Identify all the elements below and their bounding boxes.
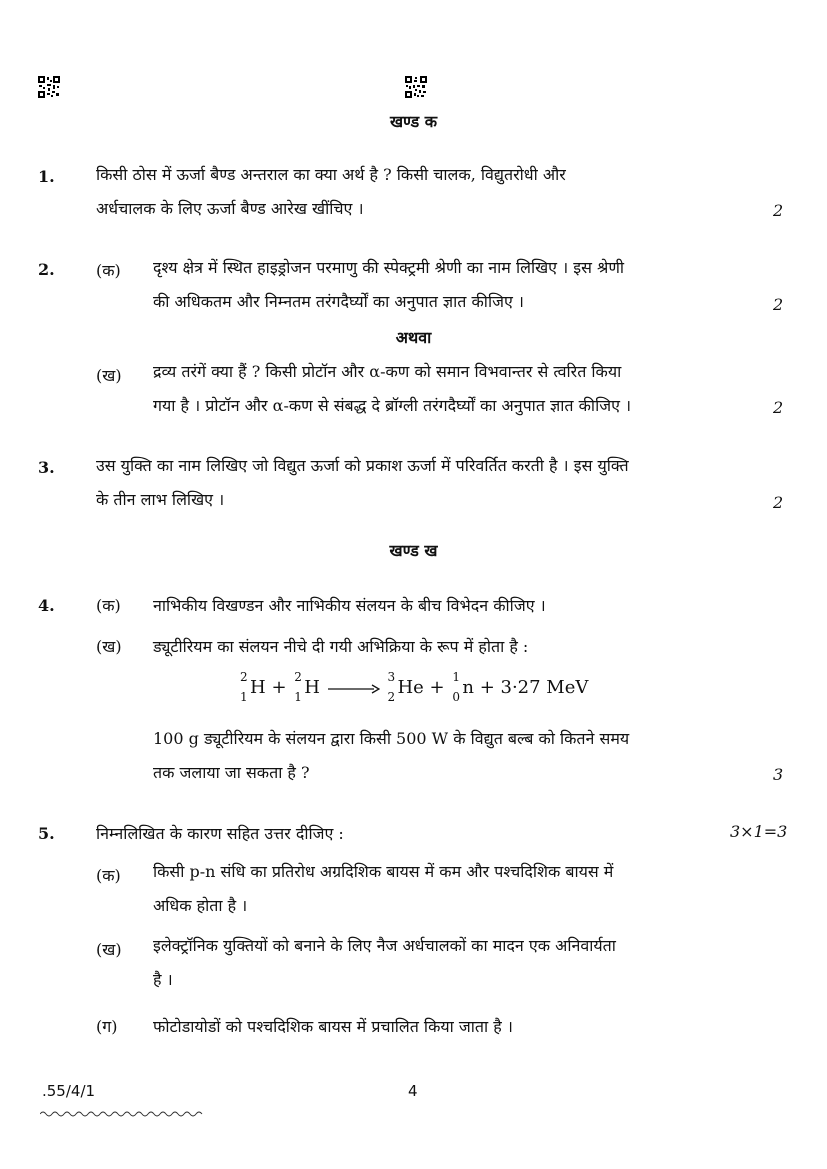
section-heading-a: खण्ड क bbox=[389, 112, 438, 131]
h1-atomic-number: 1 bbox=[240, 690, 248, 704]
question-4-marks: 3 bbox=[773, 765, 784, 784]
question-4a-text: नाभिकीय विखण्डन और नाभिकीय संलयन के बीच विभेदन कीजिए । bbox=[153, 596, 546, 615]
page-number: 4 bbox=[408, 1082, 418, 1100]
question-3-text bbox=[96, 449, 744, 517]
question-2b-label: (ख) bbox=[96, 366, 122, 385]
question-1-line-1: किसी ठोस में ऊर्जा बैण्ड अन्तराल का क्या अर्थ है ? किसी चालक, विद्युतरोधी और bbox=[96, 165, 566, 184]
or-heading: अथवा bbox=[395, 328, 432, 347]
question-5c-label: (ग) bbox=[96, 1017, 118, 1036]
equation-plus-2: + bbox=[429, 677, 445, 698]
question-1-line-2: अर्धचालक के लिए ऊर्जा बैण्ड आरेख खींचिए । bbox=[96, 199, 364, 218]
question-5b-text bbox=[153, 929, 744, 997]
question-3-line-1: उस युक्ति का नाम लिखिए जो विद्युत ऊर्जा को प्रकाश ऊर्जा में परिवर्तित करती है । इस युक्ति bbox=[96, 456, 629, 475]
question-1-marks: 2 bbox=[773, 201, 784, 220]
qr-code-icon-center bbox=[405, 76, 427, 98]
h2-atomic-number: 1 bbox=[294, 690, 302, 704]
question-5b-line-2: है । bbox=[153, 970, 173, 989]
question-1-text bbox=[96, 158, 744, 226]
question-2b-line-1: द्रव्य तरंगें क्या हैं ? किसी प्रोटॉन और α-कण को समान विभवान्तर से त्वरित किया bbox=[153, 362, 622, 381]
h1-mass-number: 2 bbox=[240, 670, 248, 684]
n-mass-number: 1 bbox=[452, 670, 460, 684]
question-5-marks: 3×1=3 bbox=[730, 822, 788, 841]
section-heading-b: खण्ड ख bbox=[389, 541, 438, 560]
he-mass-number: 3 bbox=[387, 670, 396, 684]
question-5a-line-2: अधिक होता है । bbox=[153, 896, 248, 915]
question-2a-line-2: की अधिकतम और निम्नतम तरंगदैर्घ्यों का अनुपात ज्ञात कीजिए । bbox=[153, 292, 524, 311]
question-2a-text bbox=[153, 251, 744, 319]
wavy-underline-icon bbox=[40, 1103, 205, 1111]
qr-code-icon-left bbox=[38, 76, 60, 98]
question-5b-line-1: इलेक्ट्रॉनिक युक्तियों को बनाने के लिए नैज अर्धचालकों का मादन एक अनिवार्यता bbox=[153, 936, 616, 955]
question-4c-line-2: तक जलाया जा सकता है ? bbox=[153, 763, 310, 782]
n-symbol: n bbox=[462, 677, 474, 698]
h2-symbol: H bbox=[304, 677, 320, 698]
question-2a-label: (क) bbox=[96, 261, 121, 280]
question-5b-label: (ख) bbox=[96, 940, 122, 959]
question-5a-label: (क) bbox=[96, 866, 121, 885]
he-atomic-number: 2 bbox=[387, 690, 396, 704]
question-3-marks: 2 bbox=[773, 493, 784, 512]
reaction-arrow-icon bbox=[326, 678, 380, 699]
question-5c-text: फोटोडायोडों को पश्चदिशिक बायस में प्रचालित किया जाता है । bbox=[153, 1017, 513, 1036]
paper-code: .55/4/1 bbox=[42, 1082, 96, 1100]
question-2a-marks: 2 bbox=[773, 295, 784, 314]
question-number-4: 4. bbox=[38, 596, 55, 615]
fusion-equation bbox=[238, 670, 588, 706]
question-4b-label: (ख) bbox=[96, 637, 122, 656]
question-2b-line-2: गया है । प्रोटॉन और α-कण से संबद्ध दे ब्रॉग्ली तरंगदैर्घ्यों का अनुपात ज्ञात कीजिए । bbox=[153, 396, 632, 415]
h1-symbol: H bbox=[250, 677, 266, 698]
question-2a-line-1: दृश्य क्षेत्र में स्थित हाइड्रोजन परमाणु की स्पेक्ट्रमी श्रेणी का नाम लिखिए । इस श्रेणी bbox=[153, 258, 625, 277]
question-number-2: 2. bbox=[38, 260, 55, 279]
question-5a-text bbox=[153, 855, 744, 923]
he-symbol: He bbox=[397, 677, 424, 698]
equation-energy: + 3·27 MeV bbox=[479, 677, 589, 698]
question-2b-text bbox=[153, 355, 744, 423]
question-4c-text bbox=[153, 722, 744, 790]
question-number-3: 3. bbox=[38, 458, 55, 477]
question-5-intro: निम्नलिखित के कारण सहित उत्तर दीजिए : bbox=[96, 824, 344, 843]
h2-mass-number: 2 bbox=[294, 670, 302, 684]
question-4c-line-1: 100 g ड्यूटीरियम के संलयन द्वारा किसी 500 W के विद्युत बल्ब को कितने समय bbox=[153, 729, 630, 748]
question-number-5: 5. bbox=[38, 824, 55, 843]
question-4a-label: (क) bbox=[96, 596, 121, 615]
question-5a-line-1: किसी p-n संधि का प्रतिरोध अग्रदिशिक बायस में कम और पश्चदिशिक बायस में bbox=[153, 862, 614, 881]
equation-plus-1: + bbox=[271, 677, 287, 698]
question-number-1: 1. bbox=[38, 167, 55, 186]
question-2b-marks: 2 bbox=[773, 398, 784, 417]
question-3-line-2: के तीन लाभ लिखिए । bbox=[96, 490, 225, 509]
question-4b-text: ड्यूटीरियम का संलयन नीचे दी गयी अभिक्रिया के रूप में होता है : bbox=[153, 637, 529, 656]
n-atomic-number: 0 bbox=[452, 690, 460, 704]
